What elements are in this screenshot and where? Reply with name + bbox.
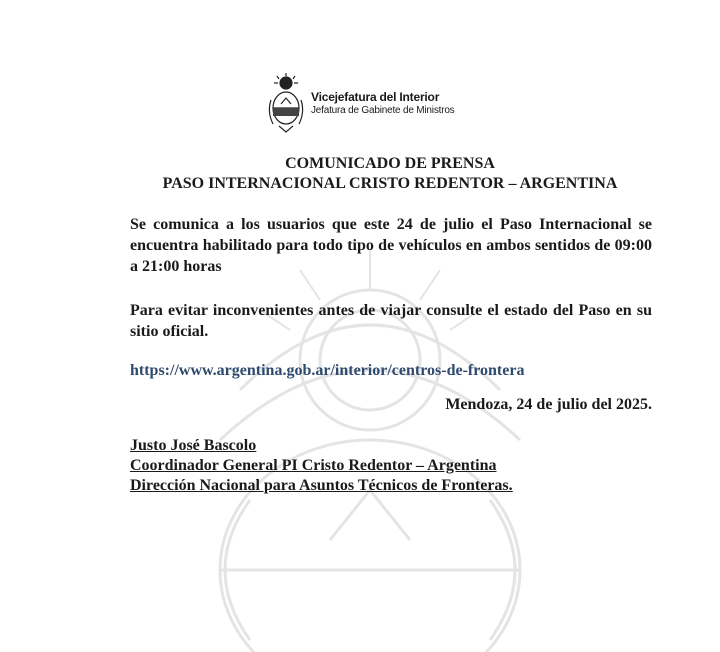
signatory-name: Justo José Bascolo: [130, 437, 257, 454]
org-title: Vicejefatura del Interior: [311, 90, 440, 104]
org-subtitle: Jefatura de Gabinete de Ministros: [311, 105, 455, 116]
paragraph-advice: Para evitar inconvenientes antes de viajar consulte el estado del Paso en su sitio oficial.: [130, 302, 652, 340]
signatory-office: Dirección Nacional para Asuntos Técnicos de Fronteras.: [130, 477, 513, 494]
coat-of-arms-icon: [265, 72, 307, 134]
paragraph-announcement: Se comunica a los usuarios que este 24 de julio el Paso Internacional se encuentra habilitado para todo tipo de vehículos en ambos sentidos de 09:00 a 21:00 horas: [130, 216, 652, 275]
document-title: COMUNICADO DE PRENSA: [285, 155, 495, 172]
header-logo: [265, 72, 454, 134]
signature-block: [130, 436, 513, 496]
signatory-role: Coordinador General PI Cristo Redentor – Argentina: [130, 457, 497, 474]
document-subtitle: PASO INTERNACIONAL CRISTO REDENTOR – ARGENTINA: [162, 175, 618, 192]
document-titles: [0, 154, 720, 194]
place-date: Mendoza, 24 de julio del 2025.: [445, 396, 652, 413]
official-site-link[interactable]: https://www.argentina.gob.ar/interior/centros-de-frontera: [130, 362, 525, 379]
